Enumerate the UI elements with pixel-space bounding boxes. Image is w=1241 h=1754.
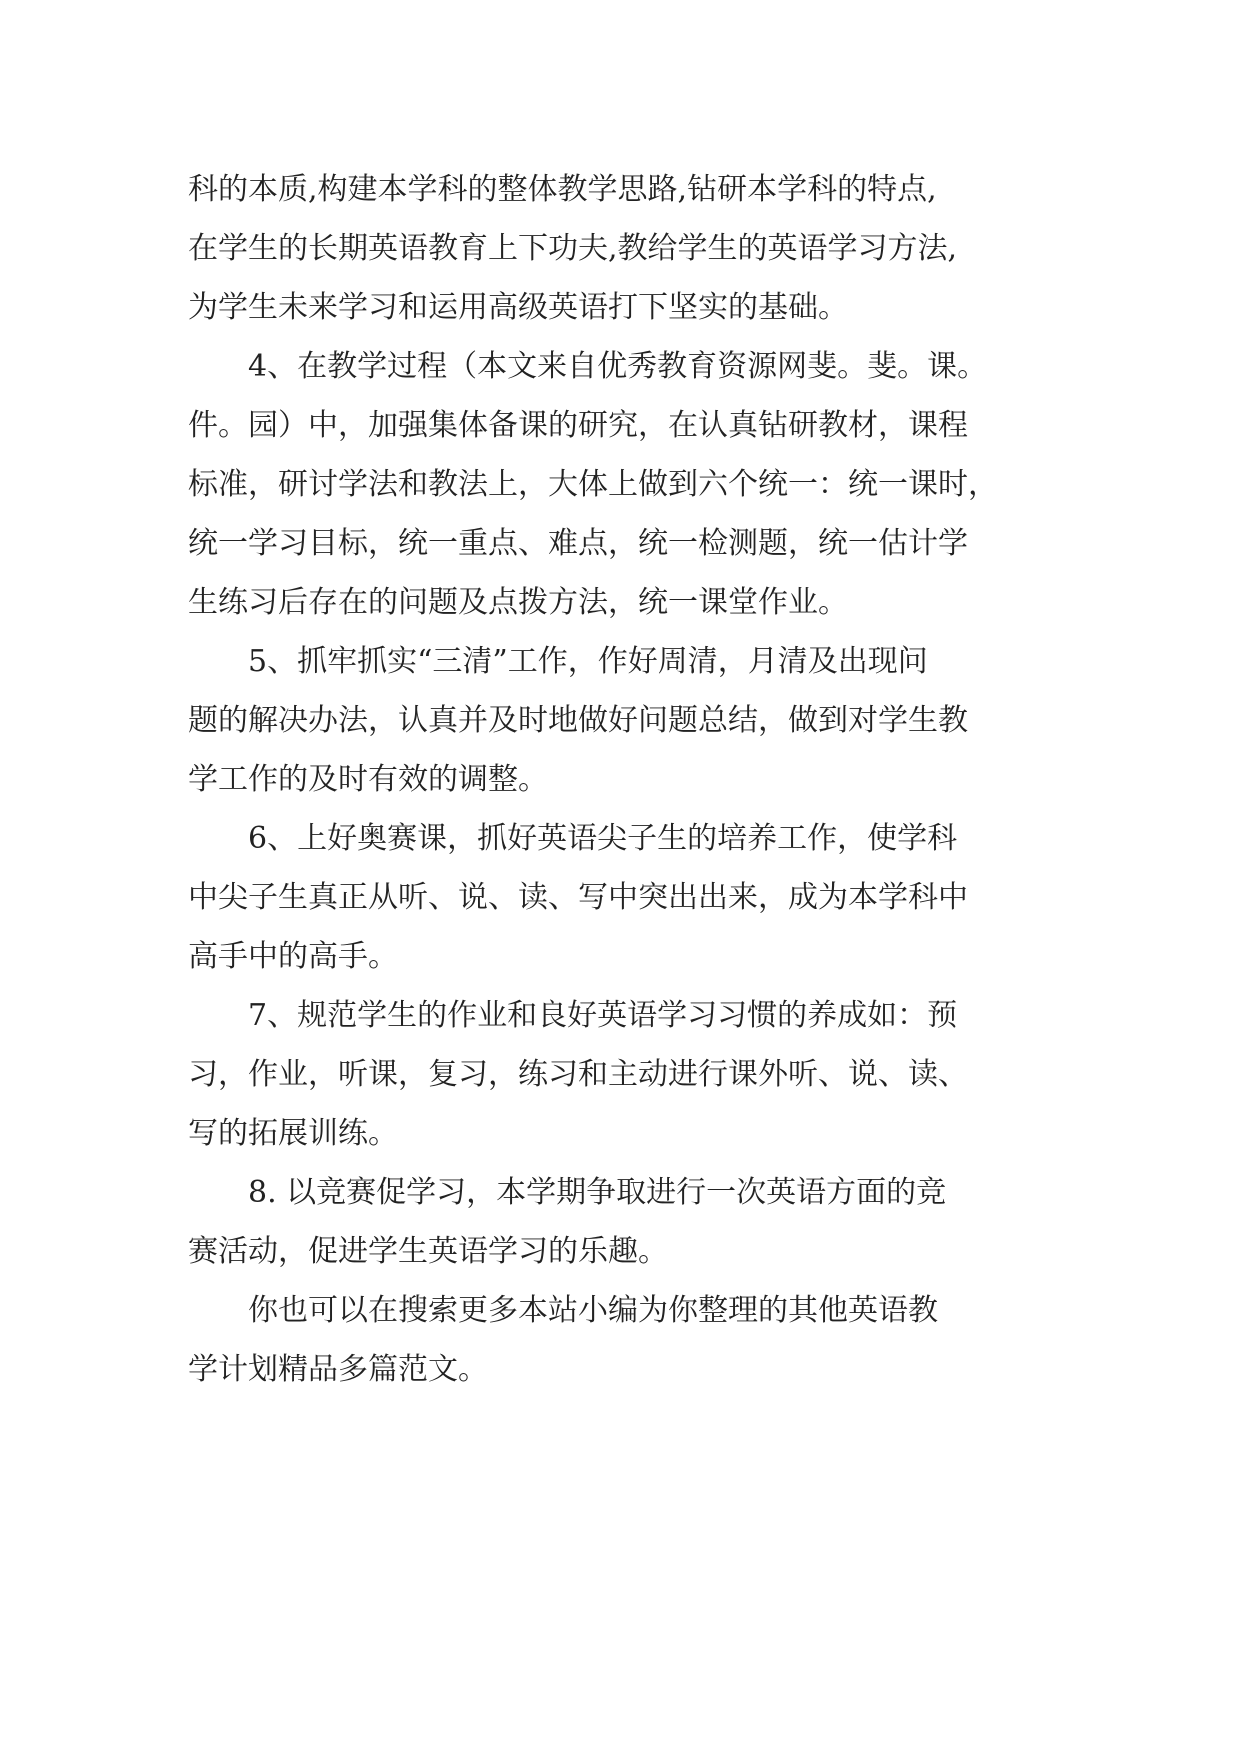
- text-line: 高手中的高手。: [188, 939, 398, 974]
- text-line: 科的本质,构建本学科的整体教学思路,钻研本学科的特点,: [188, 172, 937, 207]
- text-line: 习，作业，听课，复习，练习和主动进行课外听、说、读、: [188, 1057, 968, 1092]
- text-line: 写的拓展训练。: [188, 1116, 398, 1151]
- paragraph-item-6: [188, 809, 1068, 986]
- text-line: 学计划精品多篇范文。: [188, 1352, 488, 1387]
- text-line: 中尖子生真正从听、说、读、写中突出出来，成为本学科中: [188, 880, 968, 915]
- text-line: 统一学习目标，统一重点、难点，统一检测题，统一估计学: [188, 526, 968, 561]
- text-line: 4、在教学过程（本文来自优秀教育资源网斐。斐。课。: [248, 349, 988, 384]
- text-line: 为学生未来学习和运用高级英语打下坚实的基础。: [188, 290, 848, 325]
- paragraph-item-4: [188, 337, 1068, 632]
- document-body: [188, 160, 1068, 1399]
- text-line: 赛活动，促进学生英语学习的乐趣。: [188, 1234, 668, 1269]
- text-line: 8. 以竞赛促学习，本学期争取进行一次英语方面的竞: [248, 1175, 947, 1210]
- text-line: 题的解决办法，认真并及时地做好问题总结，做到对学生教: [188, 703, 968, 738]
- text-line: 学工作的及时有效的调整。: [188, 762, 548, 797]
- text-line: 标准，研讨学法和教法上，大体上做到六个统一：统一课时，: [188, 467, 998, 502]
- paragraph-item-8: [188, 1163, 1068, 1281]
- text-line: 5、抓牢抓实“三清”工作，作好周清，月清及出现问: [248, 644, 928, 679]
- paragraph-closing: [188, 1281, 1068, 1399]
- text-line: 7、规范学生的作业和良好英语学习习惯的养成如：预: [248, 998, 958, 1033]
- paragraph-item-5: [188, 632, 1068, 809]
- text-line: 6、上好奥赛课，抓好英语尖子生的培养工作，使学科: [248, 821, 958, 856]
- text-line: 件。园）中，加强集体备课的研究，在认真钻研教材，课程: [188, 408, 968, 443]
- text-line: 你也可以在搜索更多本站小编为你整理的其他英语教: [248, 1293, 938, 1328]
- paragraph-item-7: [188, 986, 1068, 1163]
- paragraph-continued: [188, 160, 1068, 337]
- text-line: 生练习后存在的问题及点拨方法，统一课堂作业。: [188, 585, 848, 620]
- text-line: 在学生的长期英语教育上下功夫,教给学生的英语学习方法,: [188, 231, 958, 266]
